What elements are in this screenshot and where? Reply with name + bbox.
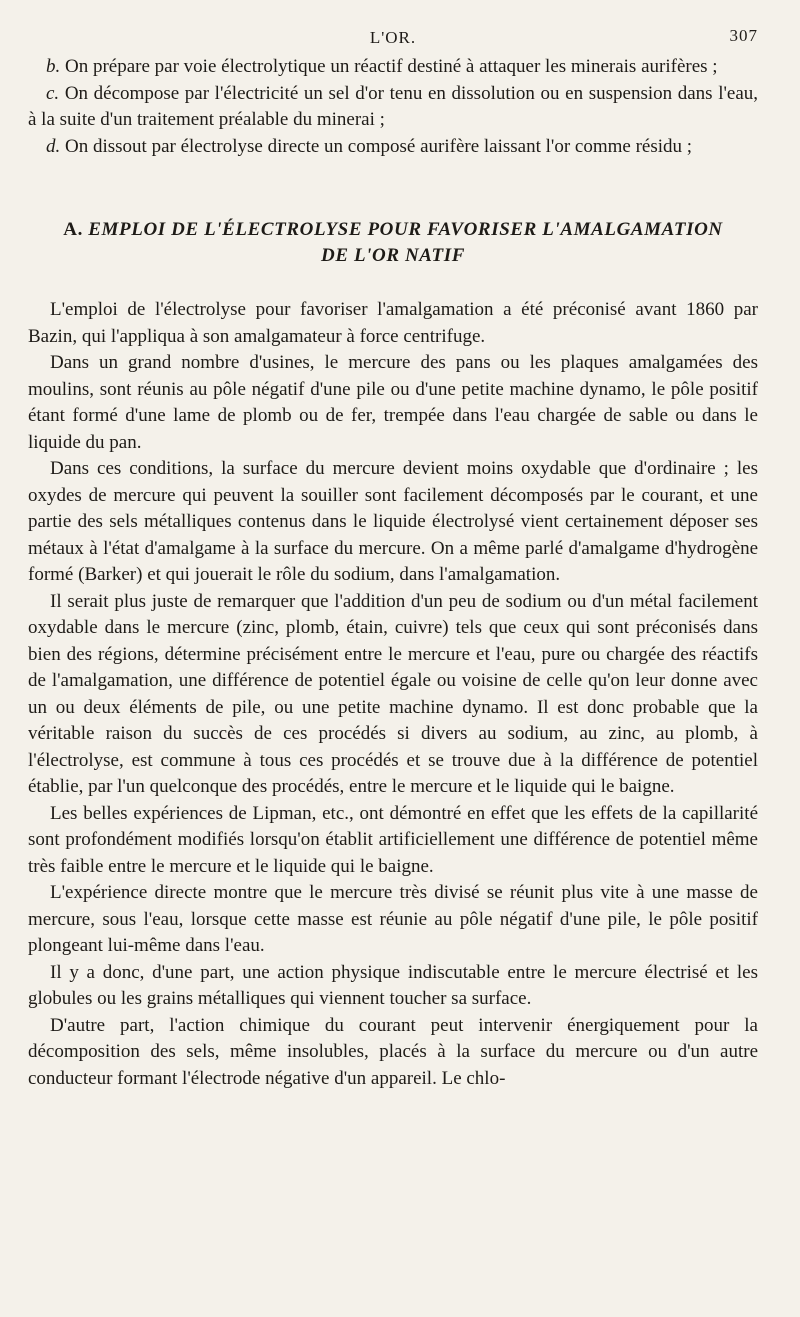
paragraph: D'autre part, l'action chimique du courant peut intervenir énergiquement pour la décomposition des sels, même insolubles, placés à la surface du mercure ou d'un autre conducteur formant l'électrode négative d'un appareil. Le chlo- (28, 1014, 758, 1089)
paragraph: Dans un grand nombre d'usines, le mercure des pans ou les plaques amalgamées des moulins, sont réunis au pôle négatif d'une pile ou d'une petite machine dynamo, le pôle positif étant formé d'une lame de plomb ou de fer, trempée dans l'eau chargée de sable ou dans le liquide du pan. (28, 352, 758, 453)
paragraph: Il y a donc, d'une part, une action physique indiscutable entre le mercure électrisé et les globules ou les grains métalliques qui viennent toucher sa surface. (28, 961, 758, 1009)
list-letter: b. (46, 56, 61, 77)
body-text (28, 297, 758, 1092)
running-title: L'OR. (369, 28, 417, 47)
paragraph: Les belles expériences de Lipman, etc., ont démontré en effet que les effets de la capillarité sont profondément modifiés lorsqu'on établit artificiellement une différence de potentiel même très faible entre le mercure et le liquide qui le baigne. (28, 802, 758, 877)
list-text: On dissout par électrolyse directe un composé aurifère laissant l'or comme résidu ; (65, 135, 693, 157)
list-text: On prépare par voie électrolytique un réactif destiné à attaquer les minerais aurifères ; (65, 56, 718, 77)
running-header (28, 22, 758, 52)
section-title-line-1: EMPLOI DE L'ÉLECTROLYSE POUR FAVORISER L'AMALGAMATION (88, 219, 723, 240)
list-item-c (28, 81, 758, 134)
page-number: 307 (729, 26, 758, 45)
paragraph: L'emploi de l'électrolyse pour favoriser l'amalgamation a été préconisé avant 1860 par Bazin, qui l'appliqua à son amalgamateur à force centrifuge. (28, 299, 758, 347)
paragraph: Dans ces conditions, la surface du mercure devient moins oxydable que d'ordinaire ; les oxydes de mercure qui peuvent la souiller sont facilement décomposés par le courant, et une partie des sels métalliques contenus dans le liquide électrolysé vient certainement déposer ses métaux à l'état d'amalgame à la surface du mercure. On a même parlé d'amalgame d'hydrogène formé (Barker) et qui jouerait le rôle du sodium, dans l'amalgamation. (28, 458, 758, 585)
list-letter: c. (46, 82, 60, 104)
list-text: On décompose par l'électricité un sel d'or tenu en dissolution ou en suspension dans l'eau, à la suite d'un traitement préalable du minerai ; (28, 82, 759, 130)
list-item-b (28, 54, 758, 81)
list-item-d (28, 134, 758, 161)
list-letter: d. (46, 135, 61, 157)
section-heading-line-1 (28, 217, 758, 243)
section-title-line-2: DE L'OR NATIF (321, 245, 465, 266)
section-letter: A. (63, 219, 83, 240)
enumerated-list (28, 54, 758, 160)
paragraph: L'expérience directe montre que le mercure très divisé se réunit plus vite à une masse de mercure, sous l'eau, lorsque cette masse est réunie au pôle négatif d'une pile, le pôle positif plongeant lui-même dans l'eau. (28, 882, 758, 956)
paragraph: Il serait plus juste de remarquer que l'addition d'un peu de sodium ou d'un métal facilement oxydable dans le mercure (zinc, plomb, étain, cuivre) tels que ceux qui sont préconisés dans bien des régions, détermine précisément entre le mercure et l'eau, pure ou chargée des réactifs de l'amalgamation, une différence de potentiel égale ou voisine de celle qu'on leur donne avec un ou deux éléments de pile, ou une petite machine dynamo. Il est donc probable que la véritable raison du succès de ces procédés si divers au sodium, au zinc, au plomb, à l'électrolyse, est commune à tous ces procédés et se trouve due à la différence de potentiel établie, par l'un quelconque des procédés, entre le mercure et le liquide qui le baigne. (28, 590, 758, 797)
section-heading (28, 217, 758, 269)
